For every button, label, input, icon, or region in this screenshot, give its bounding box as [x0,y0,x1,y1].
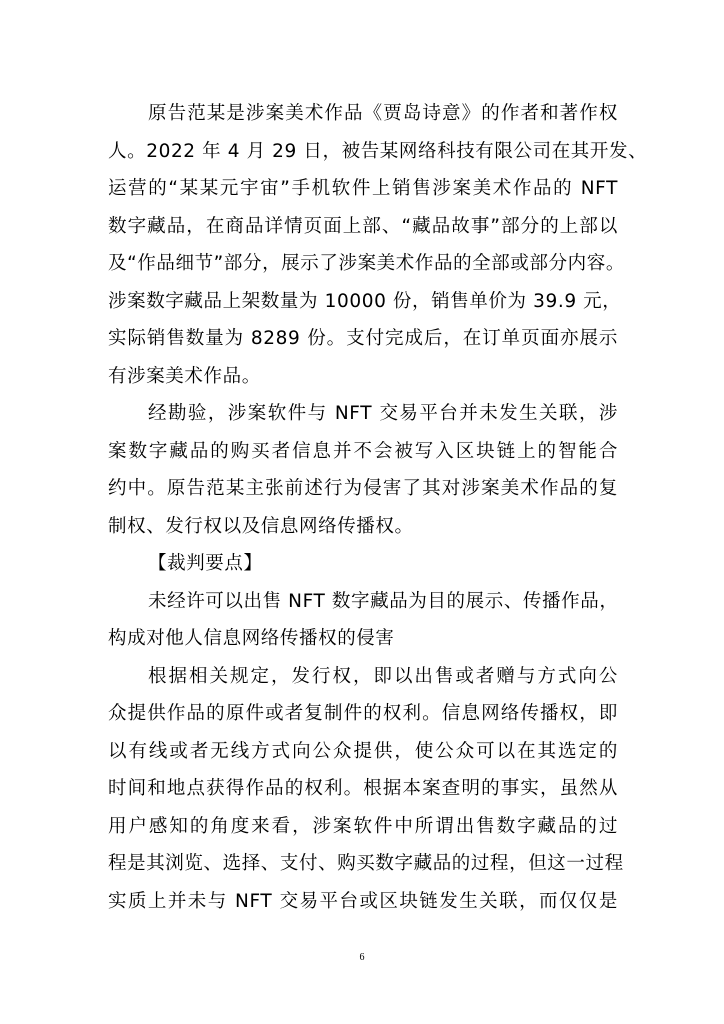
body-text [108,95,648,920]
paragraph-line: 数字藏品，在商品详情页面上部、“藏品故事”部分的上部以 [108,215,618,237]
page-number: 6 [359,952,365,963]
paragraph-line: 案数字藏品的购买者信息并不会被写入区块链上的智能合 [108,440,618,462]
paragraph-line: 实际销售数量为 8289 份。支付完成后，在订单页面亦展示 [108,328,618,349]
paragraph-line: 运营的“某某元宇宙”手机软件上销售涉案美术作品的 NFT [108,178,618,199]
paragraph-line: 时间和地点获得作品的权利。根据本案查明的事实，虽然从 [108,778,618,799]
paragraph-line: 众提供作品的原件或者复制件的权利。信息网络传播权，即 [108,703,618,724]
paragraph-line: 以有线或者无线方式向公众提供，使公众可以在其选定的 [108,740,618,762]
paragraph-line: 程是其浏览、选择、支付、购买数字藏品的过程，但这一过程 [108,853,624,874]
paragraph-line: 经勘验，涉案软件与 NFT 交易平台并未发生关联，涉 [148,403,618,424]
paragraph-line: 有涉案美术作品。 [108,365,261,387]
section-heading: 【裁判要点】 [148,553,263,574]
paragraph-line: 构成对他人信息网络传播权的侵害 [108,628,395,649]
paragraph-line: 根据相关规定，发行权，即以出售或者赠与方式向公 [148,665,618,687]
paragraph-line: 实质上并未与 NFT 交易平台或区块链发生关联，而仅仅是 [108,890,618,912]
paragraph-line: 涉案数字藏品上架数量为 10000 份，销售单价为 39.9 元， [108,290,622,312]
paragraph-line: 约中。原告范某主张前述行为侵害了其对涉案美术作品的复 [108,478,618,499]
paragraph-line: 原告范某是涉案美术作品《贾岛诗意》的作者和著作权 [148,103,618,124]
paragraph-line: 及“作品细节”部分，展示了涉案美术作品的全部或部分内容。 [108,253,625,274]
paragraph-line: 用户感知的角度来看，涉案软件中所谓出售数字藏品的过 [108,815,618,837]
paragraph-line: 人。2022 年 4 月 29 日，被告某网络科技有限公司在其开发、 [108,140,648,162]
paragraph-line: 未经许可以出售 NFT 数字藏品为目的展示、传播作品， [148,590,619,612]
paragraph-line: 制权、发行权以及信息网络传播权。 [108,515,414,537]
